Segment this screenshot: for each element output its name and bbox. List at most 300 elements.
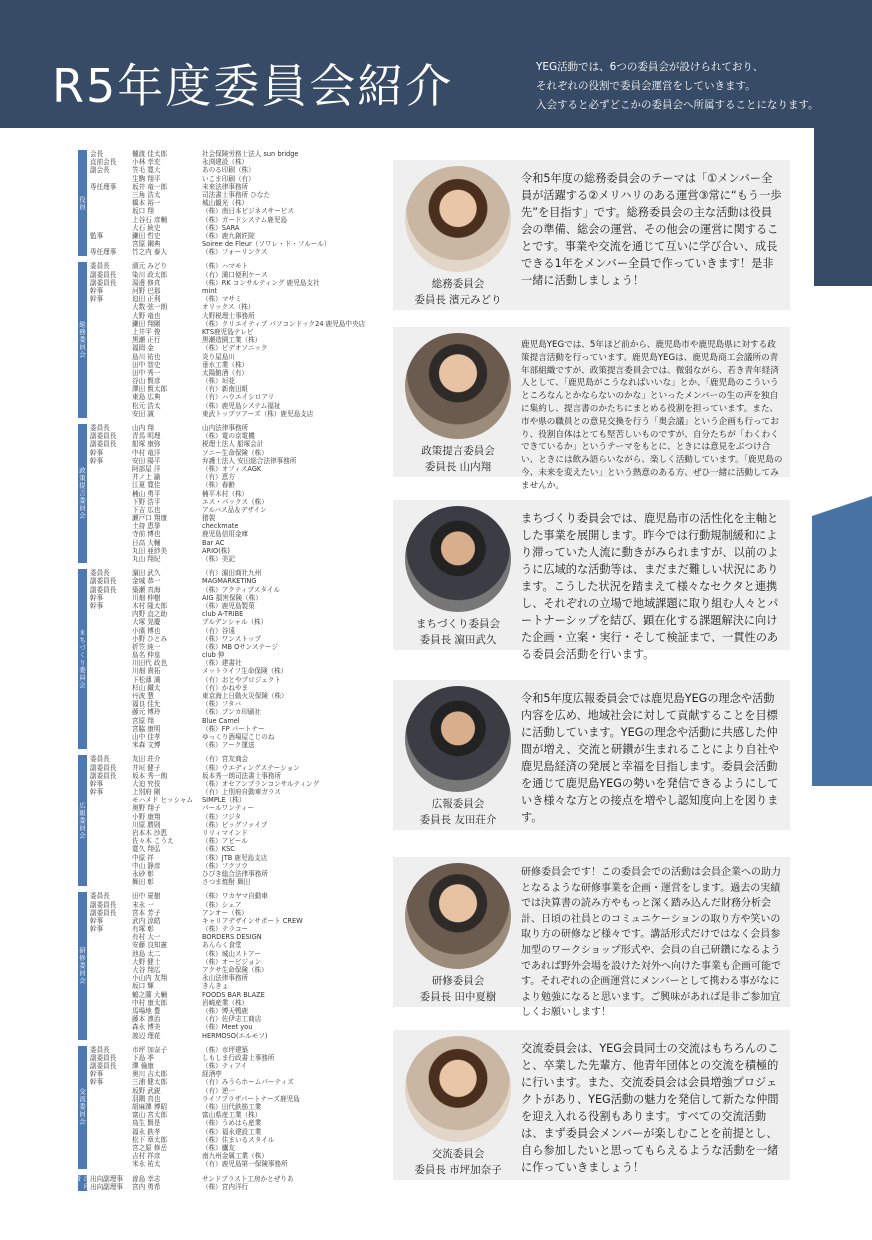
member-company: KTS鹿児島テレビ [202, 327, 254, 336]
member-company: 永渕建設（株） [202, 158, 249, 167]
roster-row [90, 772, 374, 780]
roster-row [90, 1070, 374, 1078]
member-company: （株）オセアンプランコンサルティング [202, 779, 320, 788]
chair-photo [405, 333, 511, 439]
roster-row [90, 175, 374, 183]
member-role: 副委員長 [90, 278, 117, 287]
roster-row [90, 224, 374, 232]
roster-row [90, 295, 374, 303]
member-name: 中村 竜洋 [132, 448, 161, 457]
member-company: （株）アーク運送 [202, 741, 255, 750]
member-role [90, 741, 132, 749]
member-company: （株）RK コンサルティング 鹿児島支社 [202, 278, 320, 287]
member-role [90, 667, 132, 675]
member-name: 青馬 明理 [132, 432, 161, 441]
member-name: 森永 博美 [132, 1023, 161, 1032]
roster-section-label [78, 150, 87, 256]
member-company: （株）福永建設工業 [202, 1127, 262, 1136]
member-role: 副委員長 [90, 440, 117, 449]
member-role [90, 539, 132, 547]
member-company: （株）市坪建築 [202, 1045, 249, 1054]
roster-row [90, 602, 374, 610]
member-name: 瀬戸口 翔康 [132, 514, 168, 523]
roster-row [90, 796, 374, 804]
member-name: 吉村 祥彦 [132, 1152, 161, 1161]
member-company: （株）フタバ [202, 700, 242, 709]
member-company: 大野税理士事務所 [202, 311, 255, 320]
roster-row [90, 586, 374, 594]
roster-row [90, 498, 374, 506]
roster-row [90, 1046, 374, 1054]
roster-section [73, 1174, 374, 1191]
member-role [90, 933, 132, 941]
member-role: 副委員長 [90, 1062, 117, 1071]
roster-row [90, 667, 374, 675]
member-name: 宮内 勇希 [132, 1182, 161, 1191]
committee-chair: 委員長 濱元みどり [414, 294, 502, 306]
member-company: （株）フクソウ [202, 861, 248, 870]
roster-row [90, 393, 374, 401]
member-name: 武内 涼皓 [132, 916, 161, 925]
member-name: 小野 ひとみ [132, 634, 168, 643]
member-role: 直前会長 [90, 158, 117, 167]
roster-row [90, 635, 374, 643]
member-company: あんらく食堂 [202, 941, 242, 950]
member-role: 出向副理事 [90, 1174, 123, 1183]
roster-section [78, 569, 374, 749]
member-company: アルバス品＆デザイン [202, 505, 267, 514]
member-role [90, 974, 132, 982]
roster-section-title: 研修委員会 [78, 947, 86, 985]
member-role [90, 862, 132, 870]
member-company: 社会保険労務士法人 sun bridge [202, 150, 299, 158]
roster-row [90, 892, 374, 900]
member-company: （有）佐伊志工商店 [202, 1015, 262, 1024]
roster-row [90, 279, 374, 287]
member-company: （株）オフィスAGK [202, 464, 262, 473]
member-company: （株）FP パートナー [202, 724, 265, 733]
roster-row [90, 700, 374, 708]
member-role: 副委員長 [90, 908, 117, 917]
member-role [90, 312, 132, 320]
member-role [90, 377, 132, 385]
committee-name: 研修委員会 [431, 975, 485, 987]
member-name: 橋本 裕一 [132, 199, 161, 208]
roster-row [90, 870, 374, 878]
roster-row [90, 813, 374, 821]
member-name: 馬場地 豊 [132, 1006, 161, 1015]
member-role: 専任理事 [90, 248, 117, 257]
member-name: 大数 弦一朗 [132, 303, 168, 312]
roster-row [90, 457, 374, 465]
member-role [90, 353, 132, 361]
member-name: 池島 太二 [132, 949, 161, 958]
member-company: （株）アクティブスタイル [202, 585, 281, 594]
member-name: 丹波 慧 [132, 692, 154, 700]
member-role [90, 481, 132, 489]
member-company: あのる印刷（株） [202, 166, 255, 175]
member-company: Blue Camel [202, 716, 240, 725]
member-company: （株）住まいるスタイル [202, 1135, 275, 1144]
member-company: （株）フォーリンクス [202, 248, 268, 257]
member-company: （株）オービジョン [202, 957, 262, 966]
member-name: 中山 静彦 [132, 861, 161, 870]
member-company: パールワンティー [202, 804, 255, 813]
member-company: （株）宮内洋行 [202, 1182, 249, 1191]
member-name: 下松薄 満 [132, 675, 161, 684]
member-name: 澤田 賢太郎 [132, 385, 168, 394]
committee-description: 令和5年度広報委員会では鹿児島YEGの理念や活動内容を広め、地域社会に対して貢献することを目標に活動しています。YEGの理念や活動に共感した仲間が増え、交流と研鑽が生まれることにより自社や鹿児島経済の発展と幸福を目指します。委員会活動を通じて鹿児島YEGの勢いを発信できるようにしていき様々な方との接点を増やし認知度向上を図ります。 [521, 692, 779, 824]
member-name: 山内 翔 [132, 424, 154, 432]
roster-row [90, 207, 374, 215]
member-company: （有）ハウエイシロアリ [202, 393, 275, 402]
member-name: 奥野 翔子 [132, 804, 161, 813]
roster-row [90, 336, 374, 344]
member-name: 下島 季 [132, 1053, 154, 1062]
roster-row [90, 725, 374, 733]
member-company: 富山県産工業（株） [202, 1111, 262, 1120]
member-company: 鹿児島信用金庫 [202, 530, 249, 539]
roster-section [78, 424, 374, 563]
roster-row [90, 402, 374, 410]
member-role: 幹事 [90, 287, 104, 295]
roster-row [90, 991, 374, 999]
member-company: （株）垣花 [202, 377, 235, 386]
member-role: 副委員長 [90, 763, 117, 772]
member-role: 副委員長 [90, 270, 117, 279]
roster-row [90, 150, 374, 158]
member-role: 副委員長 [90, 1053, 117, 1062]
member-name: 松元 浩太 [132, 401, 161, 410]
member-role [90, 837, 132, 845]
member-company: （有）満口便利ケース [202, 270, 268, 279]
roster-row [90, 320, 374, 328]
member-role [90, 498, 132, 506]
member-role [90, 361, 132, 369]
roster-row [90, 610, 374, 618]
member-role [90, 328, 132, 336]
member-name: 生駒 翔平 [132, 174, 161, 183]
member-role [90, 700, 132, 708]
member-role: 幹事 [90, 448, 104, 457]
roster-row [90, 344, 374, 352]
member-company: （有）谷遠 [202, 626, 235, 635]
member-role [90, 958, 132, 966]
member-name: 福岡 金 [132, 344, 154, 353]
member-role [90, 725, 132, 733]
member-name: 山中 佳孝 [132, 732, 161, 741]
member-role [90, 1144, 132, 1152]
roster-row [90, 1183, 374, 1191]
committee-description: まちづくり委員会では、鹿児島市の活性化を主軸とした事業を展開します。昨今では行動規制緩和により滞っていた人流に動きがみられますが、以前のように広域的な活動等は、まだまだ難しい状況にあります。こうした状況を踏まえて様々なセクタと連携し、それぞれの立場で地域課題に取り組む人々とパートナーシップを結び、顕在化する課題解決に向けた企画・立案・実行・そして検証まで、一貫性のある委員会活動を行います。 [521, 512, 779, 661]
member-company: （株）JTB 鹿児島支店 [202, 853, 268, 862]
member-role [90, 547, 132, 555]
committee-name: 広報委員会 [431, 798, 485, 810]
card-caption [393, 796, 523, 828]
roster-section-label [78, 892, 87, 1039]
member-name: 坂口 輝 [132, 982, 154, 991]
member-name: 曽島 幸志 [132, 1174, 161, 1183]
member-name: 渡辺 理花 [132, 1031, 161, 1040]
member-role [90, 191, 132, 199]
member-company: （有）上別府自動車ガラス [202, 788, 281, 797]
member-name: 上井平 俊 [132, 327, 161, 336]
member-role: 出向副理事 [90, 1182, 123, 1191]
member-role [90, 941, 132, 949]
member-name: 羽隅 真也 [132, 1094, 161, 1103]
member-role [90, 878, 132, 886]
member-company: （有）おとやプロジェクト [202, 675, 281, 684]
member-name: 藤元 博玲 [132, 708, 161, 717]
member-role [90, 829, 132, 837]
member-company: プルデンシャル（株） [202, 618, 268, 627]
member-company: （株）南日本ビジネスサービス [202, 207, 294, 216]
member-company: しもしま行政書士事務所 [202, 1053, 275, 1062]
member-company: （株）田代鉄筋工業 [202, 1103, 262, 1111]
roster-row [90, 440, 374, 448]
member-name: 島名 伸皇 [132, 651, 161, 660]
member-name: 大谷 翔広 [132, 966, 161, 974]
member-name: 福永 鉄孝 [132, 1127, 161, 1136]
member-name: 笠毛 寛大 [132, 166, 161, 175]
member-role [90, 692, 132, 700]
member-role: 幹事 [90, 593, 104, 602]
member-role: 副委員長 [90, 771, 117, 780]
member-name: 内野 直之助 [132, 610, 168, 619]
member-role [90, 1023, 132, 1031]
member-name: 土持 恵挙 [132, 522, 161, 531]
member-company: （株）アビール [202, 837, 248, 846]
roster-row [90, 1175, 374, 1183]
member-role [90, 490, 132, 498]
member-name: 佐々木 こうえ [132, 837, 174, 846]
member-name: 市坪 加奈子 [132, 1045, 168, 1054]
member-role [90, 643, 132, 651]
member-company: ゆっくり酒場屋こじのね [202, 732, 275, 741]
member-name: 丸田 亜紗美 [132, 546, 168, 555]
roster-row [90, 717, 374, 725]
member-name: 米森 文博 [132, 741, 161, 750]
committee-card-soumu [393, 160, 790, 310]
committee-name: 政策提言委員会 [421, 445, 495, 457]
member-role [90, 982, 132, 990]
member-company: SIMPLE（株） [202, 796, 246, 805]
chair-photo [405, 1036, 511, 1142]
member-role: 委員長 [90, 1045, 110, 1054]
committee-card-kouhou [393, 680, 790, 830]
committee-name: 交流委員会 [431, 1148, 485, 1160]
chair-photo [405, 506, 511, 612]
member-name: 寺前 博也 [132, 530, 161, 539]
roster-row [90, 974, 374, 982]
roster-row [90, 539, 374, 547]
member-name: 胡麻澤 博昭 [132, 1103, 168, 1111]
roster-row [90, 862, 374, 870]
roster-section-title: 交流委員会 [78, 1088, 86, 1126]
card-caption [393, 973, 523, 1005]
member-name: 大塚 晃慶 [132, 618, 161, 627]
member-company: BORDERS DESIGN [202, 933, 262, 942]
member-company: （有）宮友商会 [202, 755, 249, 764]
member-name: 鶴之薗 大輔 [132, 990, 168, 999]
member-company: 南九州金属工業（株） [202, 1152, 268, 1161]
member-name: 田中 夏樹 [132, 892, 161, 901]
roster-row [90, 1152, 374, 1160]
intro-text [536, 58, 836, 115]
member-role [90, 1007, 132, 1015]
member-name: 小濱 博也 [132, 626, 161, 635]
member-role [90, 1087, 132, 1095]
card-caption [393, 1146, 523, 1178]
member-role [90, 506, 132, 514]
roster-row [90, 708, 374, 716]
member-role [90, 845, 132, 853]
roster-row [90, 982, 374, 990]
member-company: （株）ビッグファイブ [202, 820, 268, 829]
member-company: 垂水工業（株） [202, 360, 249, 369]
roster-row [90, 191, 374, 199]
committee-chair: 委員長 市坪加奈子 [414, 1164, 502, 1176]
member-name: 坂口 翔 [132, 207, 154, 216]
member-name: 富山 宮太郎 [132, 1111, 168, 1120]
member-name: 宮脇 康明 [132, 724, 161, 733]
card-caption [393, 443, 523, 475]
roster-row [90, 917, 374, 925]
roster-row [90, 377, 374, 385]
member-role [90, 870, 132, 878]
member-role [90, 393, 132, 401]
roster-section-title: 出向者 [73, 1174, 91, 1190]
member-company: 坂本秀一朗司法書士事務所 [202, 771, 282, 780]
roster-section-title: 役員 [78, 195, 86, 211]
member-company: （有）かねやま [202, 683, 249, 692]
member-role [90, 344, 132, 352]
member-name: 田中 秀一 [132, 368, 161, 377]
member-name: 黒瀬 正行 [132, 336, 161, 345]
member-role: 副委員長 [90, 900, 117, 909]
member-role [90, 402, 132, 410]
roster-row [90, 1095, 374, 1103]
member-role: 幹事 [90, 1078, 104, 1087]
roster-row [90, 1023, 374, 1031]
member-role: 副委員長 [90, 585, 117, 594]
member-role [90, 635, 132, 643]
member-role [90, 618, 132, 626]
member-name: 小野 康翔 [132, 812, 161, 821]
member-company: さつま焼酎 舞田 [202, 878, 251, 887]
member-role [90, 813, 132, 821]
member-company: （株）MB Oサンステージ [202, 642, 279, 651]
member-company: ソニー生命保険（株） [202, 448, 268, 457]
member-role [90, 796, 132, 804]
roster-row [90, 473, 374, 481]
member-name: 江夏 寛佳 [132, 481, 161, 490]
roster-row [90, 821, 374, 829]
member-company: 岩崎産業（株） [202, 998, 249, 1007]
roster-row [90, 1111, 374, 1119]
roster-row [90, 925, 374, 933]
member-name: 濵田 武久 [132, 569, 161, 578]
member-name: 島川 祐也 [132, 352, 161, 361]
member-role [90, 514, 132, 522]
member-name: 楠山 勇平 [132, 489, 161, 498]
member-company: （株）フジタ [202, 812, 242, 821]
member-name: 鎌田 哲史 [132, 231, 161, 240]
roster-row [90, 780, 374, 788]
member-name: 永砂 彰 [132, 869, 154, 878]
roster-row [90, 950, 374, 958]
member-name: 川原 勝則 [132, 820, 161, 829]
member-company: （株）テラコー [202, 925, 249, 934]
member-name: 中原 祥 [132, 853, 154, 862]
member-company: メットライフ生命保険（株） [202, 667, 288, 676]
member-company: Bar AC [202, 538, 225, 547]
committee-name: まちづくり委員会 [416, 618, 500, 630]
member-name: 染川 政太郎 [132, 270, 168, 279]
member-role [90, 708, 132, 716]
member-name: 安田 誠 [132, 409, 154, 418]
member-role [90, 950, 132, 958]
member-role: 幹事 [90, 456, 104, 465]
roster-section-title: まちづくり委員会 [78, 629, 86, 690]
member-name: 藤本 凛治 [132, 1015, 161, 1024]
roster-row [90, 481, 374, 489]
roster-row [90, 958, 374, 966]
member-company: ライフプラザパートナーズ鹿児島 [202, 1094, 300, 1103]
member-company: （株）ワカヤマ自動車 [202, 892, 268, 901]
member-role [90, 385, 132, 393]
member-name: 坂野 武鋭 [132, 1086, 161, 1095]
roster-section-label [73, 1174, 91, 1191]
member-company: （株）電の京電機 [202, 432, 255, 441]
chair-photo [405, 166, 511, 272]
committee-card-kouryu [393, 1030, 790, 1180]
member-company: （株）鷹友 [202, 1143, 235, 1152]
member-name: 小林 幸充 [132, 158, 161, 167]
member-company: 黒瀬造園工業（株） [202, 336, 262, 345]
roster-section-label [78, 569, 87, 749]
member-company: キャリアデザインサポート CREW [202, 916, 303, 925]
member-company: club 伸 [202, 651, 225, 660]
member-company: （株）SARA [202, 223, 240, 232]
roster-row [90, 1015, 374, 1023]
member-role [90, 465, 132, 473]
committee-description: 研修委員会です！この委員会での活動は会員企業への助力となるような研修事業を企画・運営をします。過去の実績では決算書の読み方やもっと深く踏み込んだ財務分析会計、日頃の社員とのコミュニケーションの取り方や笑いの取り方の研修など様々です。講話形式だけではなく会員参加型のワークショップ形式や、会員の自己研鑽になるようであれば野外会場を設けた対外へ向けた事業も企画可能です。それぞれの企画運営にメンバーとして携わる事がなにより勉強になると思います。ご興味があれば是非ご参加宜しくお願いします！ [521, 867, 781, 1019]
member-company: （有）恵方 [202, 473, 235, 482]
member-role: 委員長 [90, 892, 110, 901]
member-name: 小山内 友翔 [132, 974, 168, 983]
member-company: （株）ハマモト [202, 262, 249, 271]
member-name: 米永 祐太 [132, 1160, 161, 1169]
member-role [90, 555, 132, 563]
roster-row [90, 733, 374, 741]
committee-name: 総務委員会 [431, 278, 485, 290]
member-company: （株）Meet you [202, 1023, 253, 1032]
member-name: 大迫 究伎 [132, 779, 161, 788]
member-role: 委員長 [90, 755, 110, 764]
member-role [90, 175, 132, 183]
roster-section [78, 755, 374, 886]
member-role [90, 369, 132, 377]
roster-section-title: 政策提言委員会 [78, 467, 86, 520]
member-company: 山内法律事務所 [202, 424, 249, 432]
roster-row [90, 303, 374, 311]
side-accent-band [814, 128, 872, 286]
member-name: 舞田 彰 [132, 878, 154, 887]
roster-row [90, 449, 374, 457]
intro-line: YEG活動では、6つの委員会が設けられており、 [536, 61, 764, 73]
member-name: 末永 一 [132, 900, 154, 909]
